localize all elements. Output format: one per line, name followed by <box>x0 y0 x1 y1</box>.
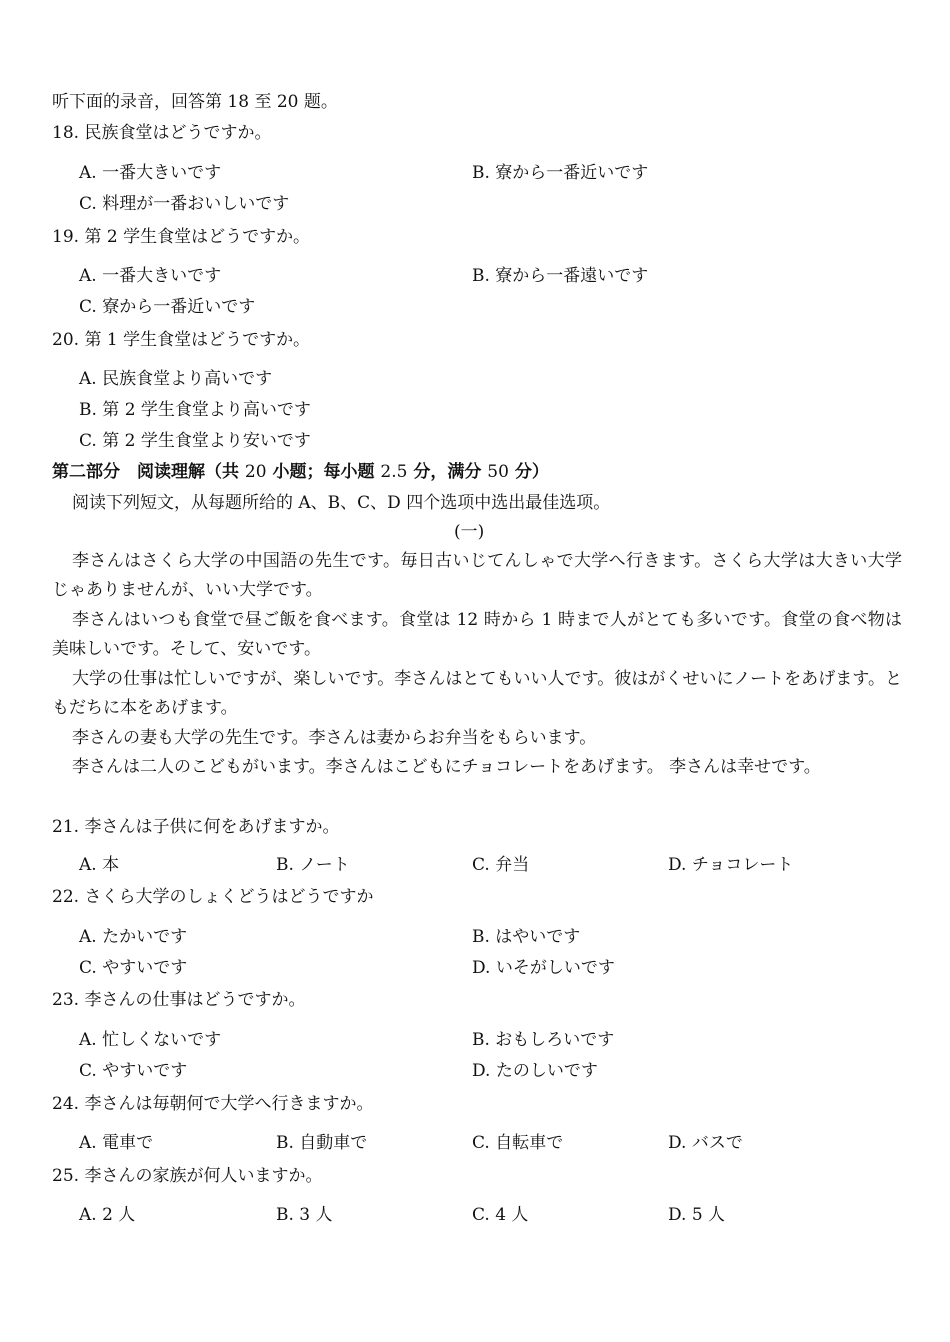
option-b: B. 自動車で <box>276 1133 368 1153</box>
passage-paragraph-1: 李さんはさくら大学の中国語の先生です。毎日古いじてんしゃで大学へ行きます。さくら大学は大きい大学じゃありませんが、いい大学です。 <box>52 551 902 600</box>
option-b: B. 3 人 <box>276 1205 333 1225</box>
question-22: 22. さくら大学のしょくどうはどうですか <box>52 887 374 907</box>
question-23-options-row2 <box>0 1056 950 1081</box>
option-d: D. 5 人 <box>668 1205 726 1225</box>
option-a: A. 民族食堂より高いです <box>79 369 273 389</box>
listening-intro: 听下面的录音，回答第 18 至 20 题。 <box>52 92 338 112</box>
option-c: C. 寮から一番近いです <box>79 297 256 317</box>
question-19-options-row2 <box>0 292 950 317</box>
option-a: A. たかいです <box>79 927 188 947</box>
question-19: 19. 第 2 学生食堂はどうですか。 <box>52 227 311 247</box>
part2-title-seg2: 小题；每小题 <box>266 462 381 482</box>
part2-title <box>52 461 549 483</box>
option-c: C. 弁当 <box>472 855 530 875</box>
question-21: 21. 李さんは子供に何をあげますか。 <box>52 817 340 837</box>
question-24: 24. 李さんは毎朝何で大学へ行きますか。 <box>52 1094 374 1114</box>
part2-total: 50 <box>487 462 509 482</box>
question-18-options <box>0 158 950 183</box>
part2-instruction: 阅读下列短文，从每题所给的 A、B、C、D 四个选项中选出最佳选项。 <box>72 493 611 513</box>
part2-title-seg3: 分，满分 <box>407 462 488 482</box>
question-20: 20. 第 1 学生食堂はどうですか。 <box>52 330 311 350</box>
part2-score-each: 2.5 <box>380 462 408 482</box>
question-19-options <box>0 261 950 286</box>
part2-count: 20 <box>244 462 267 482</box>
section-heading: (一) <box>454 522 485 542</box>
option-d: D. バスで <box>668 1133 743 1153</box>
question-23-options <box>0 1025 950 1050</box>
passage-paragraph-2: 李さんはいつも食堂で昼ご飯を食べます。食堂は 12 時から 1 時まで人がとても多いです。食堂の食べ物は美味しいです。そして、安いです。 <box>52 610 902 659</box>
option-b: B. 第 2 学生食堂より高いです <box>79 400 311 420</box>
passage-paragraph-3: 大学の仕事は忙しいですが、楽しいです。李さんはとてもいい人です。彼はがくせいにノートをあげます。ともだちに本をあげます。 <box>52 669 902 718</box>
option-a: A. 一番大きいです <box>79 163 222 183</box>
passage-paragraph-4: 李さんの妻も大学の先生です。李さんは妻からお弁当をもらいます。 <box>72 728 597 748</box>
option-c: C. 自転車で <box>472 1133 564 1153</box>
part2-title-seg1: 第二部分 阅读理解（共 <box>52 462 245 482</box>
option-d: D. たのしいです <box>472 1061 598 1081</box>
part2-title-seg4: 分） <box>508 462 549 482</box>
question-25: 25. 李さんの家族が何人いますか。 <box>52 1166 323 1186</box>
option-a: A. 電車で <box>79 1133 154 1153</box>
option-b: B. はやいです <box>472 927 581 947</box>
question-25-options <box>0 1200 950 1225</box>
question-18-options-row2 <box>0 189 950 214</box>
option-b: B. 寮から一番近いです <box>472 163 649 183</box>
passage-paragraph-5: 李さんは二人のこどもがいます。李さんはこどもにチョコレートをあげます。 李さんは幸せです。 <box>72 757 821 777</box>
question-18: 18. 民族食堂はどうですか。 <box>52 123 272 143</box>
option-c: C. やすいです <box>79 1061 188 1081</box>
option-b: B. ノート <box>276 855 350 875</box>
question-20-option-c-row <box>0 426 950 451</box>
option-c: C. 4 人 <box>472 1205 529 1225</box>
question-22-options-row2 <box>0 953 950 978</box>
option-a: A. 一番大きいです <box>79 266 222 286</box>
option-d: D. いそがしいです <box>472 958 615 978</box>
option-a: A. 2 人 <box>79 1205 136 1225</box>
question-21-options <box>0 850 950 875</box>
question-20-option-a-row <box>0 364 950 389</box>
option-b: B. 寮から一番遠いです <box>472 266 649 286</box>
option-c: C. 第 2 学生食堂より安いです <box>79 431 311 451</box>
option-c: C. やすいです <box>79 958 188 978</box>
option-d: D. チョコレート <box>668 855 794 875</box>
question-22-options <box>0 922 950 947</box>
option-a: A. 本 <box>79 855 120 875</box>
option-c: C. 料理が一番おいしいです <box>79 194 290 214</box>
option-a: A. 忙しくないです <box>79 1030 222 1050</box>
question-24-options <box>0 1128 950 1153</box>
option-b: B. おもしろいです <box>472 1030 615 1050</box>
question-23: 23. 李さんの仕事はどうですか。 <box>52 990 306 1010</box>
question-20-option-b-row <box>0 395 950 420</box>
